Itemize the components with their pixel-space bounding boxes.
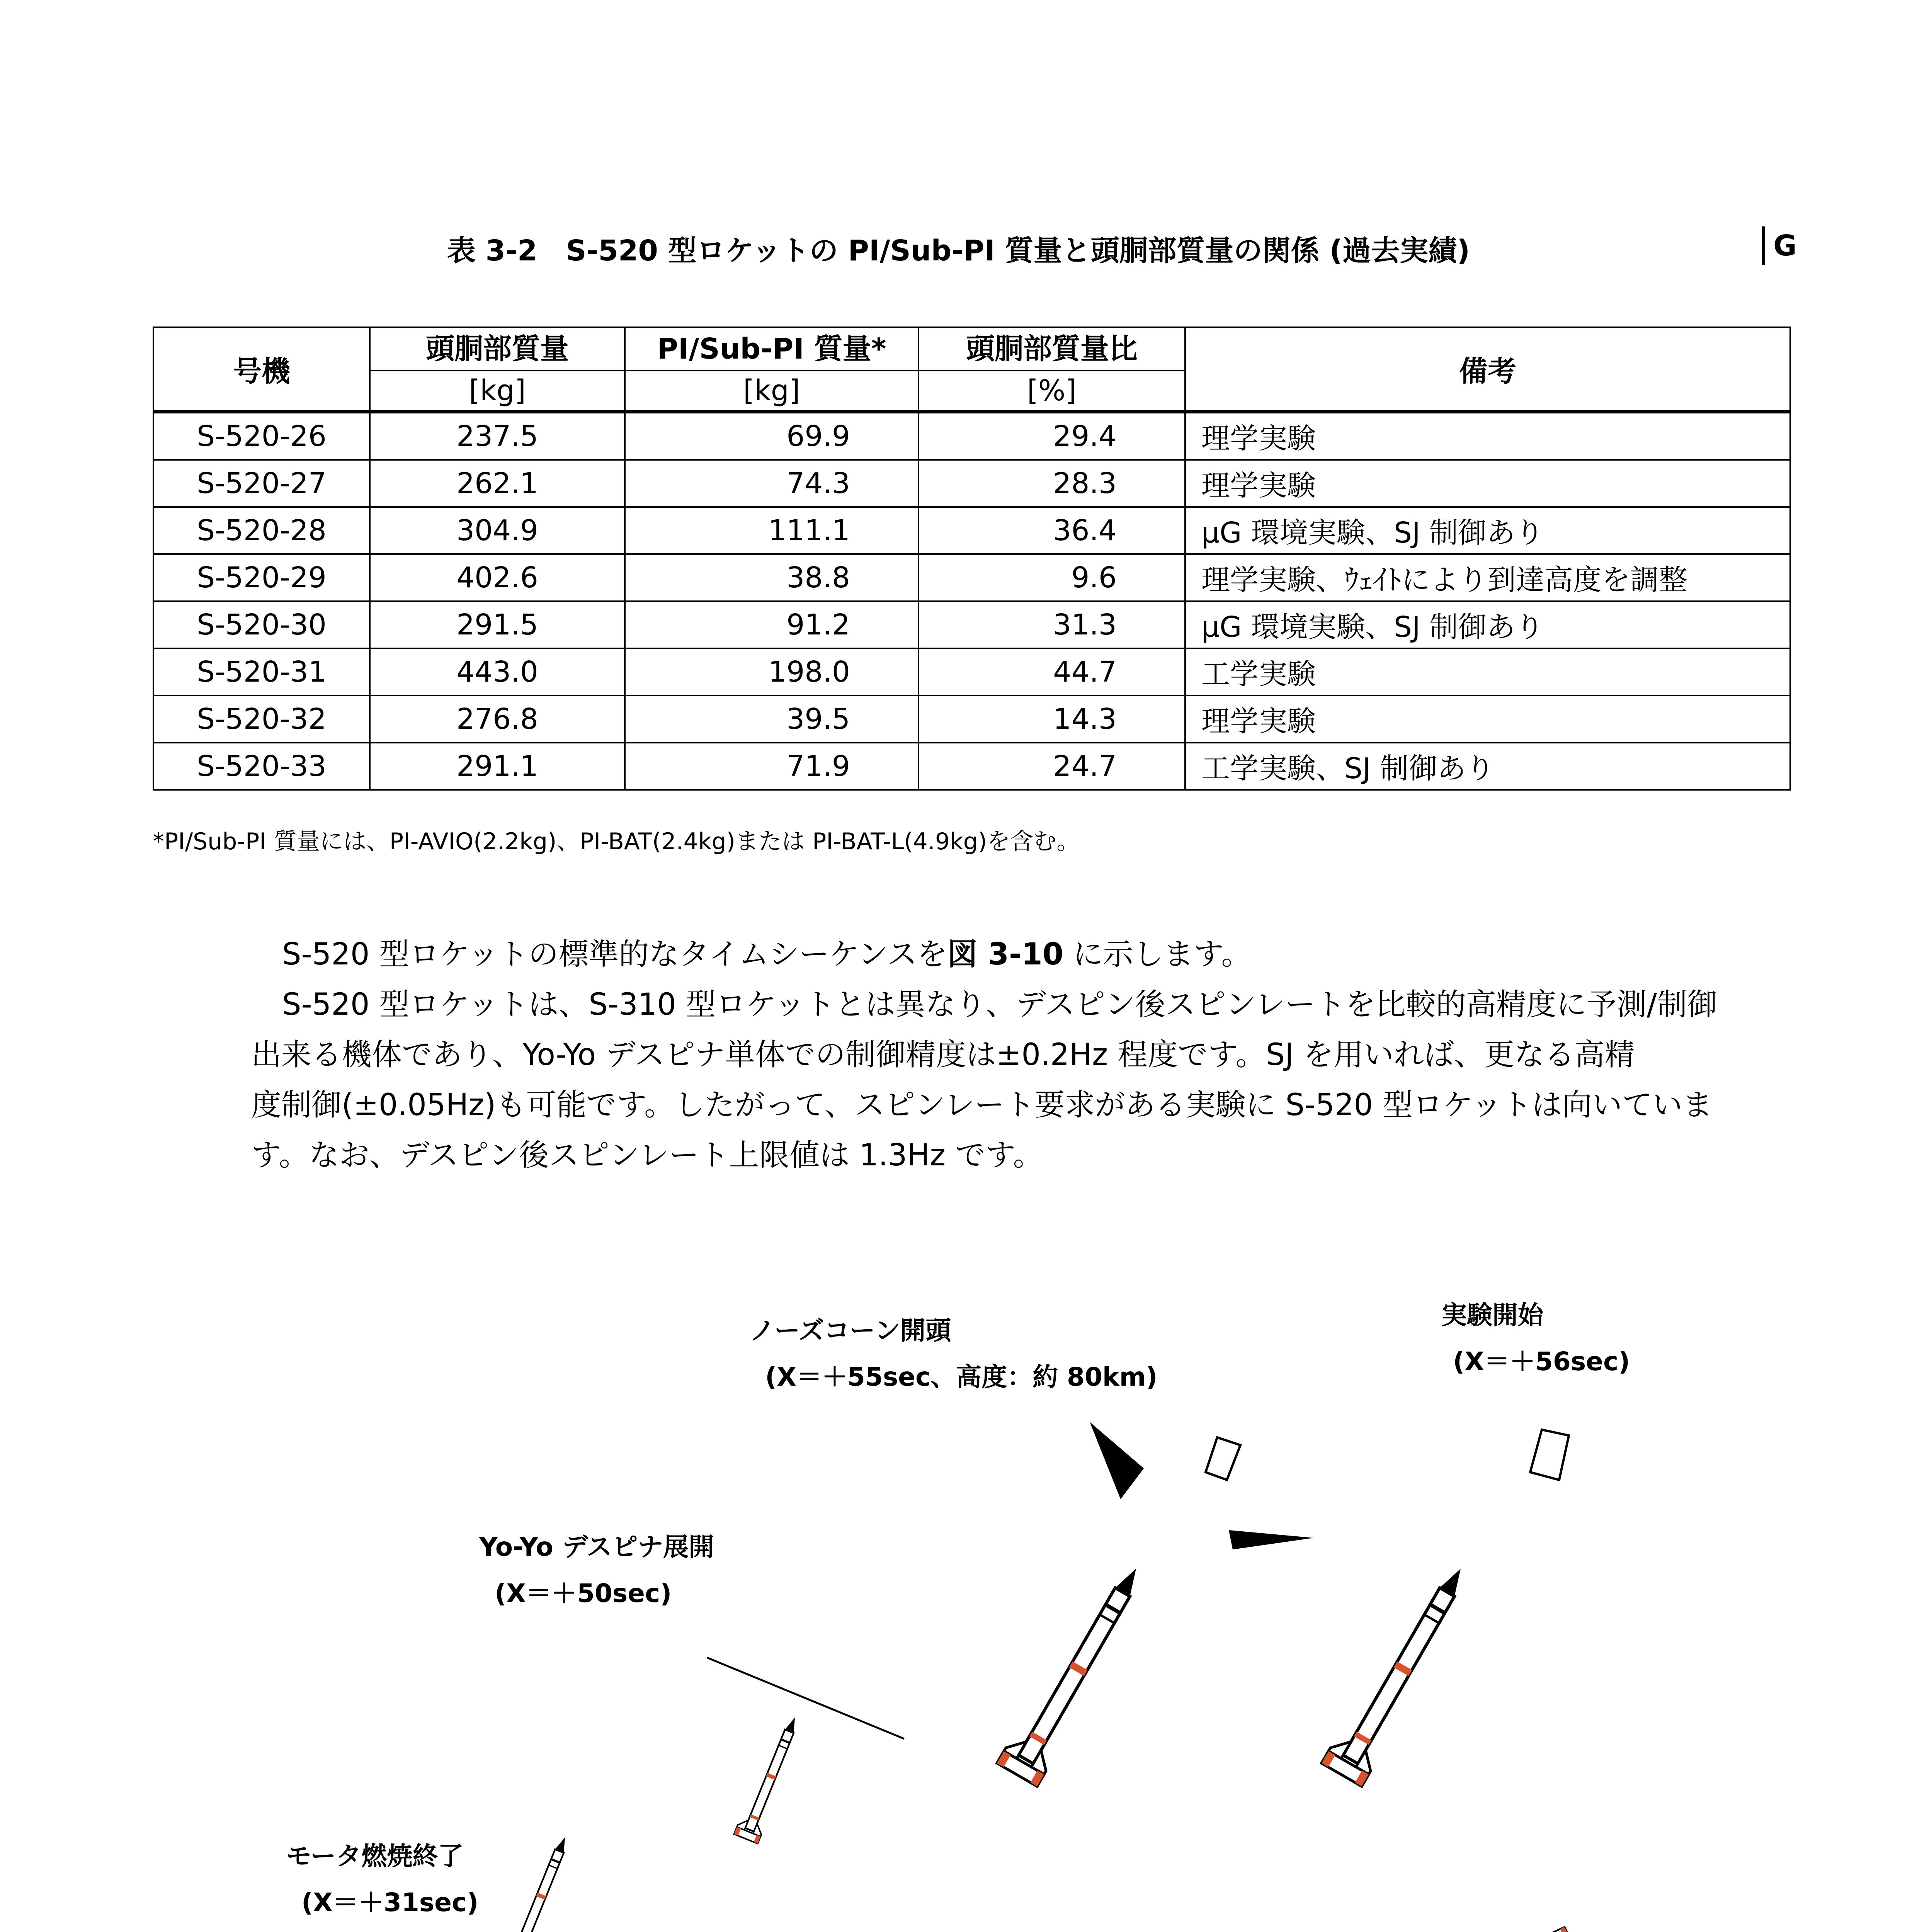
cell-ratio: 31.3 (919, 601, 1185, 648)
nose-cone-half-right (1229, 1530, 1314, 1549)
cell-ratio: 9.6 (919, 554, 1185, 601)
cell-head-mass: 276.8 (370, 696, 625, 743)
rocket-burnout (504, 1832, 577, 1932)
table-row (153, 412, 1790, 460)
cell-remarks: 理学実験 (1185, 412, 1790, 460)
cell-pi-mass: 74.3 (625, 460, 919, 507)
paragraph-2-line-1: S-520 型ロケットは、S-310 型ロケットとは異なり、デスピン後スピンレートを比較的高精度に予測/制御 (282, 987, 1718, 1022)
rocket-nose-cone-open (997, 1557, 1156, 1786)
cell-model: S-520-28 (153, 507, 370, 554)
table-row (153, 696, 1790, 743)
header-mass-ratio: 頭胴部質量比 (919, 327, 1185, 371)
table-row (153, 507, 1790, 554)
cell-ratio: 44.7 (919, 648, 1185, 696)
table-header-row (153, 327, 1790, 371)
cell-pi-mass: 91.2 (625, 601, 919, 648)
rocket-experiment-start (1322, 1557, 1481, 1786)
label-burnout-title: モータ燃焼終了 (286, 1841, 464, 1871)
cell-remarks: 工学実験 (1185, 648, 1790, 696)
cell-remarks: 理学実験 (1185, 696, 1790, 743)
label-nose-cone-title: ノーズコーン開頭 (750, 1316, 951, 1345)
cell-head-mass: 443.0 (370, 648, 625, 696)
cell-model: S-520-31 (153, 648, 370, 696)
cell-pi-mass: 39.5 (625, 696, 919, 743)
cell-model: S-520-30 (153, 601, 370, 648)
cell-ratio: 24.7 (919, 743, 1185, 790)
table-row (153, 554, 1790, 601)
cell-ratio: 29.4 (919, 412, 1185, 460)
header-pi-mass-unit: [kg] (625, 371, 919, 412)
launch-sequence-figure (0, 1217, 1917, 1932)
label-experiment-start-title: 実験開始 (1441, 1300, 1543, 1330)
label-yoyo-time: (X＝＋50sec) (495, 1578, 672, 1608)
yoyo-despin-line (707, 1658, 904, 1739)
cell-model: S-520-26 (153, 412, 370, 460)
cell-pi-mass: 38.8 (625, 554, 919, 601)
paragraph-2-line-3: 度制御(±0.05Hz)も可能です。したがって、スピンレート要求がある実験に S-520 型ロケットは向いていま (251, 1088, 1713, 1122)
table-footnote: *PI/Sub-PI 質量には、PI-AVIO(2.2kg)、PI-BAT(2.4kg)または PI-BAT-L(4.9kg)を含む。 (153, 828, 1080, 855)
table-row (153, 460, 1790, 507)
header-mass-ratio-unit: [%] (919, 371, 1185, 412)
section-mark: G (1762, 226, 1797, 265)
label-yoyo-title: Yo-Yo デスピナ展開 (479, 1532, 714, 1562)
nose-cone-tip (1206, 1437, 1240, 1480)
cell-model: S-520-33 (153, 743, 370, 790)
header-head-mass: 頭胴部質量 (370, 327, 625, 371)
header-remarks: 備考 (1185, 327, 1790, 412)
label-burnout-time: (X＝＋31sec) (301, 1888, 479, 1917)
cell-head-mass: 237.5 (370, 412, 625, 460)
table-row (153, 648, 1790, 696)
table-row (153, 743, 1790, 790)
cell-remarks: 工学実験、SJ 制御あり (1185, 743, 1790, 790)
paragraph-1 (282, 929, 1252, 980)
header-model: 号機 (153, 327, 370, 412)
mass-table (153, 327, 1791, 791)
rocket-descent (1537, 1927, 1630, 1932)
figure-reference-link[interactable]: 図 3-10 (947, 937, 1063, 972)
nose-cone-half-left (1090, 1422, 1144, 1499)
cell-remarks: 理学実験、ｳｪｲﾄにより到達高度を調整 (1185, 554, 1790, 601)
cell-model: S-520-32 (153, 696, 370, 743)
cell-head-mass: 291.1 (370, 743, 625, 790)
cell-ratio: 14.3 (919, 696, 1185, 743)
cell-remarks: μG 環境実験、SJ 制御あり (1185, 507, 1790, 554)
rocket-yoyo-despin (734, 1713, 807, 1844)
paragraph-1-text: S-520 型ロケットの標準的なタイムシーケンスを (282, 937, 947, 972)
paragraph-1-text-end: に示します。 (1063, 937, 1252, 972)
cell-head-mass: 291.5 (370, 601, 625, 648)
label-nose-cone-time: (X＝＋55sec、高度：約 80km) (765, 1362, 1158, 1392)
separated-nose-cone (1530, 1430, 1569, 1480)
label-experiment-start-time: (X＝＋56sec) (1453, 1347, 1630, 1376)
header-head-mass-unit: [kg] (370, 371, 625, 412)
cell-pi-mass: 111.1 (625, 507, 919, 554)
cell-model: S-520-27 (153, 460, 370, 507)
table-caption: 表 3-2 S-520 型ロケットの PI/Sub-PI 質量と頭胴部質量の関係 (過去実績) (447, 234, 1470, 267)
cell-pi-mass: 71.9 (625, 743, 919, 790)
cell-head-mass: 402.6 (370, 554, 625, 601)
cell-ratio: 28.3 (919, 460, 1185, 507)
paragraph-2-line-2: 出来る機体であり、Yo-Yo デスピナ単体での制御精度は±0.2Hz 程度です。SJ を用いれば、更なる高精 (251, 1037, 1635, 1072)
cell-head-mass: 304.9 (370, 507, 625, 554)
cell-pi-mass: 198.0 (625, 648, 919, 696)
cell-pi-mass: 69.9 (625, 412, 919, 460)
cell-remarks: μG 環境実験、SJ 制御あり (1185, 601, 1790, 648)
cell-model: S-520-29 (153, 554, 370, 601)
table-row (153, 601, 1790, 648)
paragraph-2-line-4: す。なお、デスピン後スピンレート上限値は 1.3Hz です。 (251, 1138, 1043, 1173)
cell-head-mass: 262.1 (370, 460, 625, 507)
cell-ratio: 36.4 (919, 507, 1185, 554)
cell-remarks: 理学実験 (1185, 460, 1790, 507)
header-pi-mass: PI/Sub-PI 質量* (625, 327, 919, 371)
